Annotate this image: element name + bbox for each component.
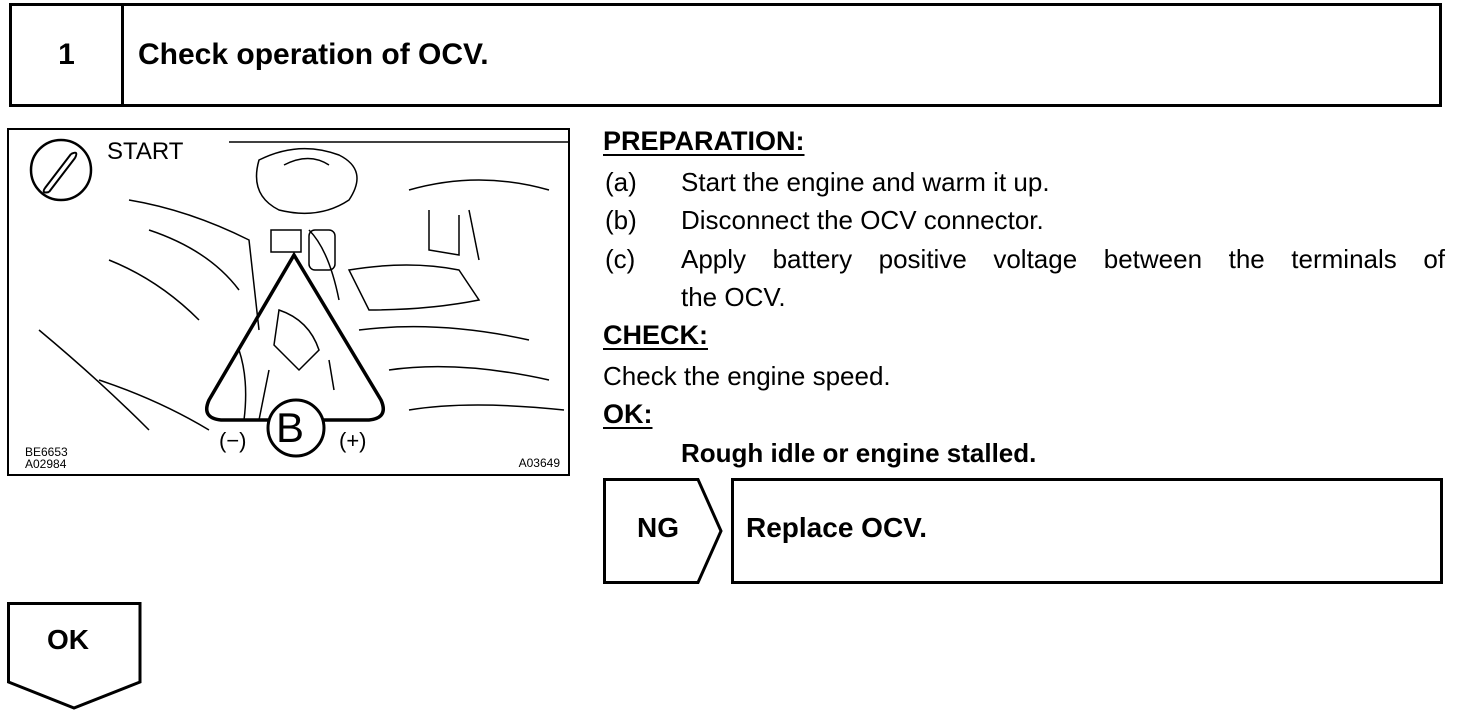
figure-code-right: A03649: [518, 456, 560, 470]
ok-result-box: [7, 602, 143, 712]
step-b-letter: (b): [605, 205, 637, 235]
step-c-letter: (c): [605, 244, 636, 274]
step-b-text: Disconnect the OCV connector.: [681, 205, 1044, 235]
engine-sketch: [39, 142, 569, 430]
check-text: Check the engine speed.: [603, 361, 891, 391]
ng-action-text: Replace OCV.: [746, 512, 928, 543]
ok-heading: OK:: [603, 399, 653, 429]
step-title: Check operation of OCV.: [138, 38, 489, 71]
step-a-text: Start the engine and warm it up.: [681, 167, 1050, 197]
positive-terminal-label: (+): [339, 428, 367, 453]
ng-box-outline: [603, 478, 1443, 584]
step-header: [9, 3, 1442, 107]
figure-codes: [25, 446, 68, 470]
figure-code-top: BE6653: [25, 445, 68, 459]
negative-terminal-label: (−): [219, 428, 247, 453]
figure-code-bottom: A02984: [25, 457, 67, 471]
step-c-text-continued: the OCV.: [681, 282, 786, 312]
engine-illustration: [7, 128, 570, 476]
ok-label: OK: [47, 624, 89, 655]
check-heading: CHECK:: [603, 320, 708, 350]
ok-box-outline: [7, 602, 143, 712]
ignition-key-icon: [31, 140, 91, 200]
step-a-letter: (a): [605, 167, 637, 197]
preparation-heading: PREPARATION:: [603, 126, 805, 156]
ng-label: NG: [637, 512, 679, 543]
step-c-text: Apply battery positive voltage between the terminals of: [681, 244, 1445, 274]
step-number: 1: [12, 6, 124, 104]
battery-label: B: [276, 404, 305, 451]
ok-result-text: Rough idle or engine stalled.: [681, 438, 1037, 468]
ng-result-box: [603, 478, 1443, 584]
start-label: START: [107, 138, 184, 165]
